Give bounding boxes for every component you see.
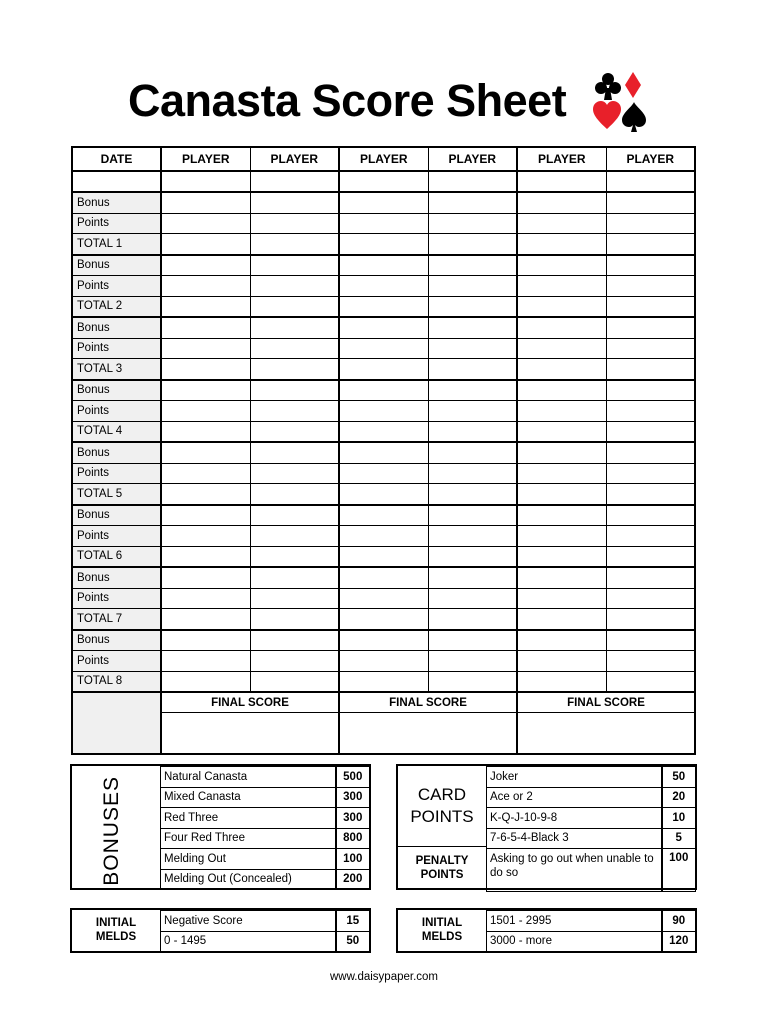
initial-melds-label-line2: MELDS [421,931,463,943]
header-player: PLAYER [606,147,695,171]
card-points-label-line2: POINTS [410,807,474,826]
score-cell[interactable] [428,609,517,630]
score-cell[interactable] [250,526,339,547]
score-cell[interactable] [161,338,250,359]
reference-name: Negative Score [161,911,336,932]
score-cell[interactable] [517,421,606,442]
score-cell[interactable] [428,630,517,651]
score-cell[interactable] [606,192,695,213]
row-label: Points [72,213,161,234]
score-cell[interactable] [250,588,339,609]
score-cell[interactable] [517,255,606,276]
round-bonus-row [72,317,695,338]
reference-row [161,869,370,890]
score-cell[interactable] [428,463,517,484]
score-cell[interactable] [517,463,606,484]
score-cell[interactable] [428,526,517,547]
score-cell[interactable] [517,505,606,526]
row-label: TOTAL 2 [72,296,161,317]
final-blank-label [72,692,161,754]
reference-row [161,828,370,849]
final-score-label: FINAL SCORE [161,692,339,713]
score-grid [71,146,696,755]
score-cell[interactable] [161,234,250,255]
header-date: DATE [72,147,161,171]
score-cell[interactable] [339,671,428,692]
round-total-row [72,421,695,442]
score-cell[interactable] [339,463,428,484]
score-cell[interactable] [428,442,517,463]
score-cell[interactable] [428,338,517,359]
reference-name: Natural Canasta [161,767,336,788]
round-bonus-row [72,505,695,526]
score-cell[interactable] [250,609,339,630]
row-label: Points [72,401,161,422]
round-points-row [72,338,695,359]
score-cell[interactable] [606,401,695,422]
score-cell[interactable] [606,442,695,463]
reference-row [487,828,696,849]
reference-row [487,911,696,932]
score-cell[interactable] [428,651,517,672]
row-label: TOTAL 4 [72,421,161,442]
score-cell[interactable] [161,380,250,401]
score-cell[interactable] [161,276,250,297]
heart-icon [593,101,621,129]
penalty-label-line2: POINTS [420,869,464,881]
score-cell[interactable] [428,380,517,401]
final-score-label: FINAL SCORE [339,692,517,713]
score-cell[interactable] [161,609,250,630]
score-cell[interactable] [517,630,606,651]
player-name-cell[interactable] [339,171,428,192]
name-entry-row [72,171,695,192]
score-cell[interactable] [250,671,339,692]
row-label: TOTAL 1 [72,234,161,255]
row-label: TOTAL 6 [72,546,161,567]
score-cell[interactable] [339,505,428,526]
header-row [72,147,695,171]
score-cell[interactable] [517,338,606,359]
row-label: Bonus [72,630,161,651]
score-cell[interactable] [339,213,428,234]
score-cell[interactable] [250,276,339,297]
score-cell[interactable] [517,671,606,692]
score-cell[interactable] [428,421,517,442]
reference-value: 120 [662,931,696,952]
score-cell[interactable] [428,213,517,234]
final-score-cell[interactable] [517,713,695,755]
score-cell[interactable] [161,671,250,692]
spade-icon [622,102,646,132]
score-cell[interactable] [250,192,339,213]
round-total-row [72,359,695,380]
reference-row [487,767,696,788]
score-cell[interactable] [161,442,250,463]
reference-value: 500 [336,767,370,788]
score-cell[interactable] [250,213,339,234]
score-cell[interactable] [428,401,517,422]
reference-name: K-Q-J-10-9-8 [487,808,662,829]
round-bonus-row [72,442,695,463]
player-name-cell[interactable] [250,171,339,192]
reference-name: Joker [487,767,662,788]
score-cell[interactable] [428,588,517,609]
score-cell[interactable] [606,359,695,380]
score-cell[interactable] [606,421,695,442]
reference-name: 0 - 1495 [161,931,336,952]
score-cell[interactable] [606,526,695,547]
score-cell[interactable] [161,255,250,276]
reference-value: 5 [662,828,696,849]
score-cell[interactable] [517,546,606,567]
score-cell[interactable] [606,567,695,588]
score-cell[interactable] [428,671,517,692]
reference-value: 200 [336,869,370,890]
score-cell[interactable] [517,276,606,297]
score-cell[interactable] [339,421,428,442]
row-label: Bonus [72,192,161,213]
score-cell[interactable] [250,317,339,338]
reference-row [161,767,370,788]
round-points-row [72,463,695,484]
score-cell[interactable] [428,317,517,338]
round-total-row [72,609,695,630]
score-cell[interactable] [161,401,250,422]
score-cell[interactable] [339,338,428,359]
score-cell[interactable] [339,609,428,630]
score-cell[interactable] [517,192,606,213]
header-player: PLAYER [428,147,517,171]
reference-value: 800 [336,828,370,849]
row-label: Bonus [72,442,161,463]
score-cell[interactable] [250,401,339,422]
round-bonus-row [72,380,695,401]
round-points-row [72,651,695,672]
score-cell[interactable] [250,380,339,401]
score-cell[interactable] [250,359,339,380]
score-cell[interactable] [339,276,428,297]
round-points-row [72,401,695,422]
card-points-box [396,764,697,890]
score-cell[interactable] [339,401,428,422]
score-cell[interactable] [606,505,695,526]
score-cell[interactable] [606,234,695,255]
reference-value: 300 [336,808,370,829]
score-cell[interactable] [339,630,428,651]
footer-url: www.daisypaper.com [329,971,439,983]
score-cell[interactable] [161,296,250,317]
row-label: Points [72,526,161,547]
bonuses-box [70,764,371,890]
row-label: Points [72,463,161,484]
score-cell[interactable] [250,505,339,526]
score-cell[interactable] [250,234,339,255]
initial-melds-right-box [396,908,697,953]
reference-value: 20 [662,787,696,808]
score-cell[interactable] [517,651,606,672]
score-cell[interactable] [517,609,606,630]
final-score-row [72,713,695,755]
score-cell[interactable] [250,296,339,317]
score-cell[interactable] [339,359,428,380]
score-cell[interactable] [161,484,250,505]
row-label: Points [72,651,161,672]
row-label: Bonus [72,505,161,526]
initial-melds-right-table [486,910,696,952]
reference-row [161,931,370,952]
card-points-table [486,766,696,892]
score-cell[interactable] [161,567,250,588]
divider [398,846,486,847]
row-label: Bonus [72,567,161,588]
score-cell[interactable] [161,526,250,547]
round-total-row [72,484,695,505]
row-label: Bonus [72,255,161,276]
score-cell[interactable] [517,526,606,547]
score-cell[interactable] [250,421,339,442]
score-cell[interactable] [161,213,250,234]
round-points-row [72,276,695,297]
score-cell[interactable] [606,317,695,338]
score-cell[interactable] [339,317,428,338]
score-cell[interactable] [428,484,517,505]
score-cell[interactable] [428,276,517,297]
score-cell[interactable] [428,505,517,526]
reference-row [161,849,370,870]
score-cell[interactable] [606,338,695,359]
initial-melds-label-line2: MELDS [95,931,137,943]
reference-value: 15 [336,911,370,932]
score-cell[interactable] [428,192,517,213]
score-cell[interactable] [517,442,606,463]
score-cell[interactable] [250,338,339,359]
score-cell[interactable] [606,213,695,234]
round-bonus-row [72,192,695,213]
header-player: PLAYER [161,147,250,171]
reference-row [161,808,370,829]
reference-name: 7-6-5-4-Black 3 [487,828,662,849]
score-cell[interactable] [250,463,339,484]
penalty-value: 100 [662,849,696,892]
score-cell[interactable] [606,588,695,609]
reference-name: Four Red Three [161,828,336,849]
reference-value: 50 [336,931,370,952]
score-cell[interactable] [606,651,695,672]
score-cell[interactable] [339,296,428,317]
round-total-row [72,234,695,255]
initial-melds-label-line1: INITIAL [421,917,463,929]
bonuses-label: BONUSES [100,776,123,886]
score-cell[interactable] [606,671,695,692]
final-score-header-row [72,692,695,713]
row-label: TOTAL 8 [72,671,161,692]
score-cell[interactable] [606,255,695,276]
reference-value: 10 [662,808,696,829]
score-cell[interactable] [517,234,606,255]
reference-row [487,787,696,808]
score-cell[interactable] [250,546,339,567]
score-cell[interactable] [250,567,339,588]
score-cell[interactable] [250,630,339,651]
penalty-name: Asking to go out when unable to do so [487,849,662,892]
score-cell[interactable] [428,234,517,255]
header-player: PLAYER [339,147,428,171]
bonuses-table [160,766,370,890]
initial-melds-label [398,916,486,944]
score-cell[interactable] [517,380,606,401]
reference-name: Red Three [161,808,336,829]
reference-value: 100 [336,849,370,870]
score-cell[interactable] [428,359,517,380]
score-cell[interactable] [339,651,428,672]
reference-row [487,808,696,829]
score-cell[interactable] [339,588,428,609]
score-cell[interactable] [161,421,250,442]
round-bonus-row [72,255,695,276]
score-cell[interactable] [606,276,695,297]
player-name-cell[interactable] [161,171,250,192]
score-cell[interactable] [339,567,428,588]
round-total-row [72,296,695,317]
score-cell[interactable] [250,442,339,463]
player-name-cell[interactable] [517,171,606,192]
score-cell[interactable] [339,380,428,401]
row-label: TOTAL 5 [72,484,161,505]
reference-row [487,931,696,952]
score-cell[interactable] [339,526,428,547]
penalty-row [487,849,696,892]
initial-melds-label-line1: INITIAL [95,917,137,929]
score-cell[interactable] [339,192,428,213]
row-label: TOTAL 7 [72,609,161,630]
row-label: Points [72,276,161,297]
score-cell[interactable] [517,567,606,588]
score-cell[interactable] [517,588,606,609]
round-bonus-row [72,567,695,588]
card-points-label [398,784,486,828]
final-score-cell[interactable] [339,713,517,755]
penalty-label-line1: PENALTY [415,855,469,867]
score-cell[interactable] [517,317,606,338]
score-cell[interactable] [161,651,250,672]
score-cell[interactable] [428,567,517,588]
row-label: Points [72,338,161,359]
score-cell[interactable] [428,546,517,567]
card-points-label-line1: CARD [417,785,467,804]
card-suits-icon [592,69,648,133]
reference-name: Melding Out [161,849,336,870]
round-points-row [72,213,695,234]
score-cell[interactable] [339,442,428,463]
score-cell[interactable] [428,296,517,317]
score-cell[interactable] [606,484,695,505]
round-points-row [72,588,695,609]
penalty-points-label [398,854,486,882]
reference-name: 3000 - more [487,931,662,952]
score-cell[interactable] [250,255,339,276]
final-score-cell[interactable] [161,713,339,755]
score-cell[interactable] [606,609,695,630]
round-total-row [72,546,695,567]
score-cell[interactable] [517,296,606,317]
reference-name: Mixed Canasta [161,787,336,808]
final-score-label: FINAL SCORE [517,692,695,713]
score-cell[interactable] [161,463,250,484]
row-label: Bonus [72,317,161,338]
header-player: PLAYER [517,147,606,171]
diamond-icon [625,72,641,98]
score-cell[interactable] [161,317,250,338]
score-cell[interactable] [428,255,517,276]
page-title: Canasta Score Sheet [128,75,567,126]
score-cell[interactable] [250,651,339,672]
score-cell[interactable] [161,546,250,567]
row-label: Points [72,588,161,609]
score-cell[interactable] [161,192,250,213]
score-cell[interactable] [606,630,695,651]
initial-melds-label [72,916,160,944]
initial-melds-left-box [70,908,371,953]
reference-value: 50 [662,767,696,788]
score-cell[interactable] [339,484,428,505]
score-cell[interactable] [606,463,695,484]
round-total-row [72,671,695,692]
score-cell[interactable] [517,484,606,505]
score-cell[interactable] [517,401,606,422]
initial-melds-left-table [160,910,370,952]
reference-row [161,787,370,808]
reference-value: 300 [336,787,370,808]
date-cell[interactable] [72,171,161,192]
score-cell[interactable] [517,359,606,380]
score-cell[interactable] [517,213,606,234]
player-name-cell[interactable] [606,171,695,192]
round-bonus-row [72,630,695,651]
title-area [0,66,768,146]
reference-value: 90 [662,911,696,932]
round-points-row [72,526,695,547]
score-cell[interactable] [161,588,250,609]
score-cell[interactable] [161,359,250,380]
reference-name: Ace or 2 [487,787,662,808]
club-icon [595,73,621,100]
row-label: TOTAL 3 [72,359,161,380]
reference-row [161,911,370,932]
score-cell[interactable] [339,234,428,255]
header-player: PLAYER [250,147,339,171]
score-cell[interactable] [606,546,695,567]
row-label: Bonus [72,380,161,401]
score-cell[interactable] [161,630,250,651]
score-cell[interactable] [339,546,428,567]
score-cell[interactable] [161,505,250,526]
player-name-cell[interactable] [428,171,517,192]
reference-name: 1501 - 2995 [487,911,662,932]
score-cell[interactable] [606,380,695,401]
score-cell[interactable] [339,255,428,276]
score-cell[interactable] [606,296,695,317]
score-cell[interactable] [250,484,339,505]
reference-name: Melding Out (Concealed) [161,869,336,890]
